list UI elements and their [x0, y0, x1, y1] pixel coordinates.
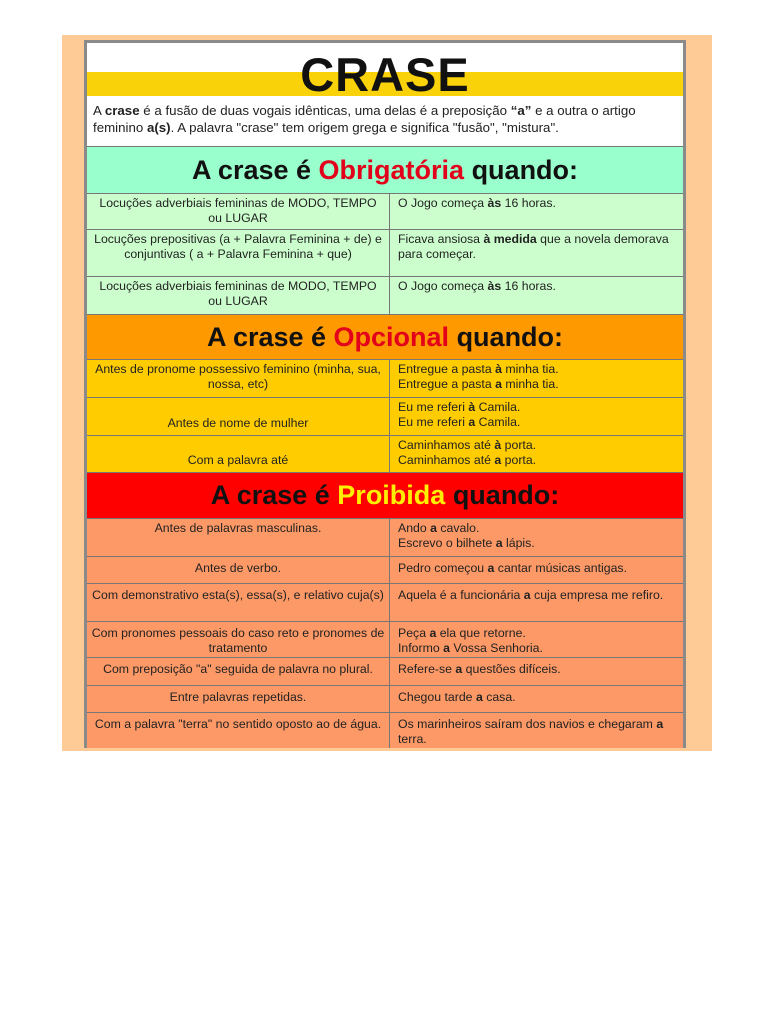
- table-row: [87, 584, 683, 622]
- table-row: [87, 277, 683, 314]
- example-cell: Entregue a pasta à minha tia. Entregue a pasta a minha tia.: [398, 362, 559, 391]
- example-cell: Eu me referi à Camila. Eu me referi a Camila.: [398, 400, 521, 429]
- table-row: [87, 557, 683, 584]
- example-cell: Chegou tarde a casa.: [398, 690, 516, 704]
- rule-cell: Antes de pronome possessivo feminino (minha, sua, nossa, etc): [87, 360, 390, 397]
- section-proibida-header: A crase é Proibida quando:: [87, 472, 683, 519]
- example-cell: Caminhamos até à porta. Caminhamos até a porta.: [398, 438, 537, 467]
- example-cell: Ando a cavalo. Escrevo o bilhete a lápis.: [398, 521, 535, 550]
- rule-cell: Locuções adverbiais femininas de MODO, TEMPO ou LUGAR: [87, 277, 390, 314]
- example-cell: Ficava ansiosa à medida que a novela demorava para começar.: [398, 232, 669, 261]
- table-row: [87, 230, 683, 277]
- title-bar: [87, 43, 683, 100]
- table-row: [87, 713, 683, 748]
- table-row: [87, 519, 683, 557]
- rule-cell: Com demonstrativo esta(s), essa(s), e relativo cuja(s): [87, 584, 390, 621]
- example-cell: Aquela é a funcionária a cuja empresa me refiro.: [398, 588, 664, 602]
- example-cell: Refere-se a questões difíceis.: [398, 662, 561, 676]
- page-title: CRASE: [300, 48, 470, 101]
- table-row: [87, 360, 683, 398]
- example-cell: Os marinheiros saíram dos navios e chegaram a terra.: [398, 717, 664, 746]
- example-cell: Peça a ela que retorne. Informo a Vossa Senhoria.: [398, 626, 543, 655]
- rule-cell: Entre palavras repetidas.: [87, 686, 390, 712]
- table-row: [87, 658, 683, 686]
- rule-cell: Antes de verbo.: [87, 557, 390, 583]
- rule-cell: Com preposição "a" seguida de palavra no plural.: [87, 658, 390, 685]
- table-row: [87, 436, 683, 472]
- table-row: [87, 398, 683, 436]
- section-obrigatoria-header: A crase é Obrigatória quando:: [87, 146, 683, 194]
- rule-cell: Antes de palavras masculinas.: [87, 519, 390, 556]
- rule-cell: Com a palavra "terra" no sentido oposto ao de água.: [87, 713, 390, 748]
- rule-cell: Com a palavra até: [87, 436, 390, 472]
- table-row: [87, 622, 683, 658]
- crase-sheet: [84, 40, 686, 748]
- table-row: [87, 686, 683, 713]
- section-opcional-header: A crase é Opcional quando:: [87, 314, 683, 360]
- example-cell: O Jogo começa às 16 horas.: [398, 279, 556, 293]
- rule-cell: Locuções prepositivas (a + Palavra Feminina + de) e conjuntivas ( a + Palavra Feminina + que): [87, 230, 390, 276]
- intro-paragraph: A crase é a fusão de duas vogais idênticas, uma delas é a preposição “a” e a outra o artigo feminino a(s). A palavra "crase" tem origem grega e significa "fusão", "mistura".: [93, 103, 636, 135]
- table-row: [87, 194, 683, 230]
- rule-cell: Locuções adverbiais femininas de MODO, TEMPO ou LUGAR: [87, 194, 390, 229]
- example-cell: Pedro começou a cantar músicas antigas.: [398, 561, 627, 575]
- rule-cell: Antes de nome de mulher: [87, 398, 390, 435]
- rule-cell: Com pronomes pessoais do caso reto e pronomes de tratamento: [87, 622, 390, 657]
- example-cell: O Jogo começa às 16 horas.: [398, 196, 556, 210]
